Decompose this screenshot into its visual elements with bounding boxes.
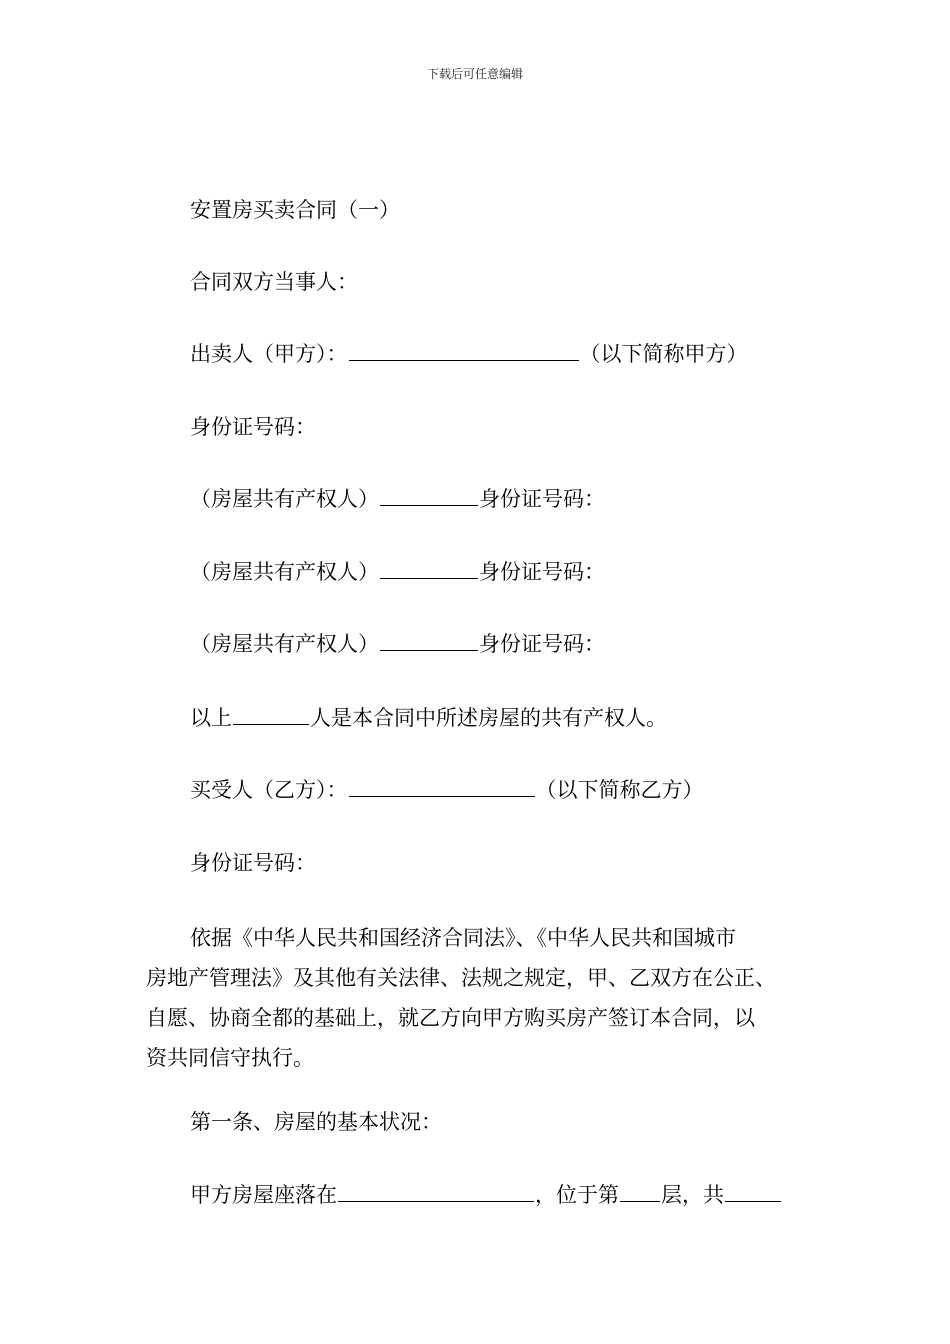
preamble-line: 自愿、协商全都的基础上，就乙方向甲方购买房产签订本合同，以 bbox=[146, 1006, 755, 1030]
seller-id-label: 身份证号码： bbox=[190, 415, 316, 439]
article1-location-line bbox=[190, 1181, 782, 1209]
co-owner-id-label: 身份证号码： bbox=[479, 560, 605, 584]
parties-heading: 合同双方当事人： bbox=[190, 270, 358, 294]
co-owner-summary-suffix: 人是本合同中所述房屋的共有产权人。 bbox=[310, 706, 667, 730]
buyer-prefix: 买受人（乙方）： bbox=[190, 778, 348, 802]
co-owner-prefix: （房屋共有产权人） bbox=[190, 632, 379, 656]
co-owner-prefix: （房屋共有产权人） bbox=[190, 560, 379, 584]
co-owner-id-label: 身份证号码： bbox=[479, 632, 605, 656]
seller-line bbox=[190, 340, 748, 368]
preamble-paragraph bbox=[146, 918, 806, 1078]
document-title: 安置房买卖合同（一） bbox=[190, 198, 400, 222]
buyer-line bbox=[190, 776, 704, 804]
article1-text-part2: ，位于第 bbox=[535, 1183, 619, 1207]
floor-number-blank[interactable] bbox=[620, 1181, 660, 1202]
co-owner-name-blank[interactable] bbox=[380, 630, 478, 651]
article1-text-part1: 甲方房屋座落在 bbox=[190, 1183, 337, 1207]
preamble-line: 资共同信守执行。 bbox=[146, 1046, 314, 1070]
co-owner-name-blank[interactable] bbox=[380, 485, 478, 506]
preamble-line: 依据《中华人民共和国经济合同法》、《中华人民共和国城市 bbox=[190, 926, 736, 950]
seller-prefix: 出卖人（甲方）： bbox=[190, 342, 348, 366]
co-owner-id-label: 身份证号码： bbox=[479, 487, 605, 511]
co-owner-line-1 bbox=[190, 485, 605, 513]
co-owner-summary-prefix: 以上 bbox=[190, 706, 232, 730]
buyer-name-blank[interactable] bbox=[349, 776, 535, 797]
buyer-suffix: （以下简称乙方） bbox=[535, 778, 704, 802]
seller-suffix: （以下简称甲方） bbox=[579, 342, 748, 366]
preamble-line: 房地产管理法》及其他有关法律、法规之规定，甲、乙双方在公正、 bbox=[146, 966, 776, 990]
co-owner-prefix: （房屋共有产权人） bbox=[190, 487, 379, 511]
seller-name-blank[interactable] bbox=[349, 340, 579, 361]
co-owner-count-blank[interactable] bbox=[233, 704, 309, 725]
article1-text-part3: 层，共 bbox=[661, 1183, 724, 1207]
co-owner-summary bbox=[190, 704, 667, 732]
page-header-note: 下载后可任意编辑 bbox=[426, 67, 523, 81]
article1-heading: 第一条、房屋的基本状况： bbox=[190, 1110, 442, 1134]
buyer-id-label: 身份证号码： bbox=[190, 851, 316, 875]
total-floors-blank[interactable] bbox=[725, 1181, 781, 1202]
co-owner-name-blank[interactable] bbox=[380, 558, 478, 579]
house-address-blank[interactable] bbox=[338, 1181, 534, 1202]
co-owner-line-3 bbox=[190, 630, 605, 658]
co-owner-line-2 bbox=[190, 558, 605, 586]
